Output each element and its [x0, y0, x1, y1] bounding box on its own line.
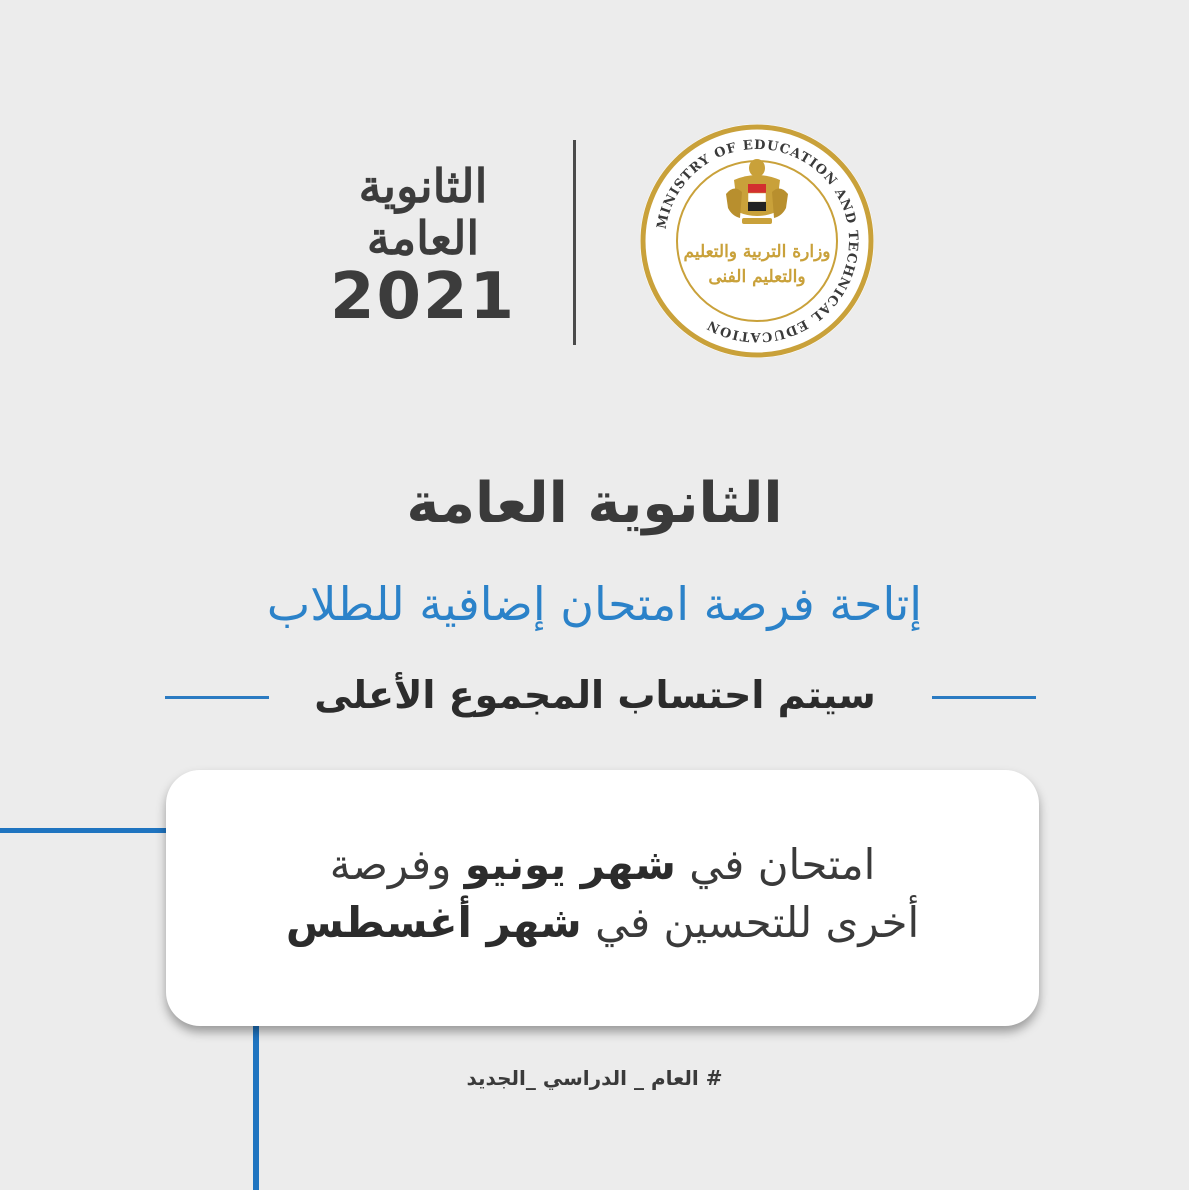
page-title: الثانوية العامة [406, 471, 783, 536]
note-text: سيتم احتساب المجموع الأعلى [314, 673, 876, 717]
card-text [226, 836, 979, 952]
card-line-1-suffix: وفرصة [329, 840, 465, 889]
logo-year: 2021 [329, 260, 517, 334]
hashtag: # العام _ الدراسي _الجديد [466, 1066, 723, 1090]
info-card [166, 770, 1039, 1026]
header-divider [573, 140, 576, 345]
card-line-1 [226, 836, 979, 894]
logo-line-1: الثانوية [358, 159, 488, 213]
card-line-1-prefix: امتحان في [675, 840, 876, 889]
frame-line-horizontal [0, 828, 166, 833]
decor-line-right [932, 696, 1036, 699]
logo-line-2: العامة [366, 211, 480, 265]
card-line-2-highlight: شهر أغسطس [285, 898, 582, 947]
card-line-1-highlight: شهر يونيو [464, 840, 676, 889]
thanaweya-2021-logo [318, 160, 528, 350]
card-line-2-prefix: أخرى للتحسين في [581, 898, 920, 947]
seal-arabic-line2: والتعليم الفنى [708, 267, 806, 287]
decor-line-left [165, 696, 269, 699]
card-line-2 [226, 894, 979, 952]
frame-line-vertical [253, 1024, 259, 1190]
page-subtitle: إتاحة فرصة امتحان إضافية للطلاب [266, 577, 923, 631]
ministry-seal [638, 122, 876, 360]
seal-english-text: MINISTRY OF EDUCATION AND TECHNICAL EDUCATION [654, 137, 861, 345]
seal-arabic-line1: وزارة التربية والتعليم [683, 242, 831, 262]
